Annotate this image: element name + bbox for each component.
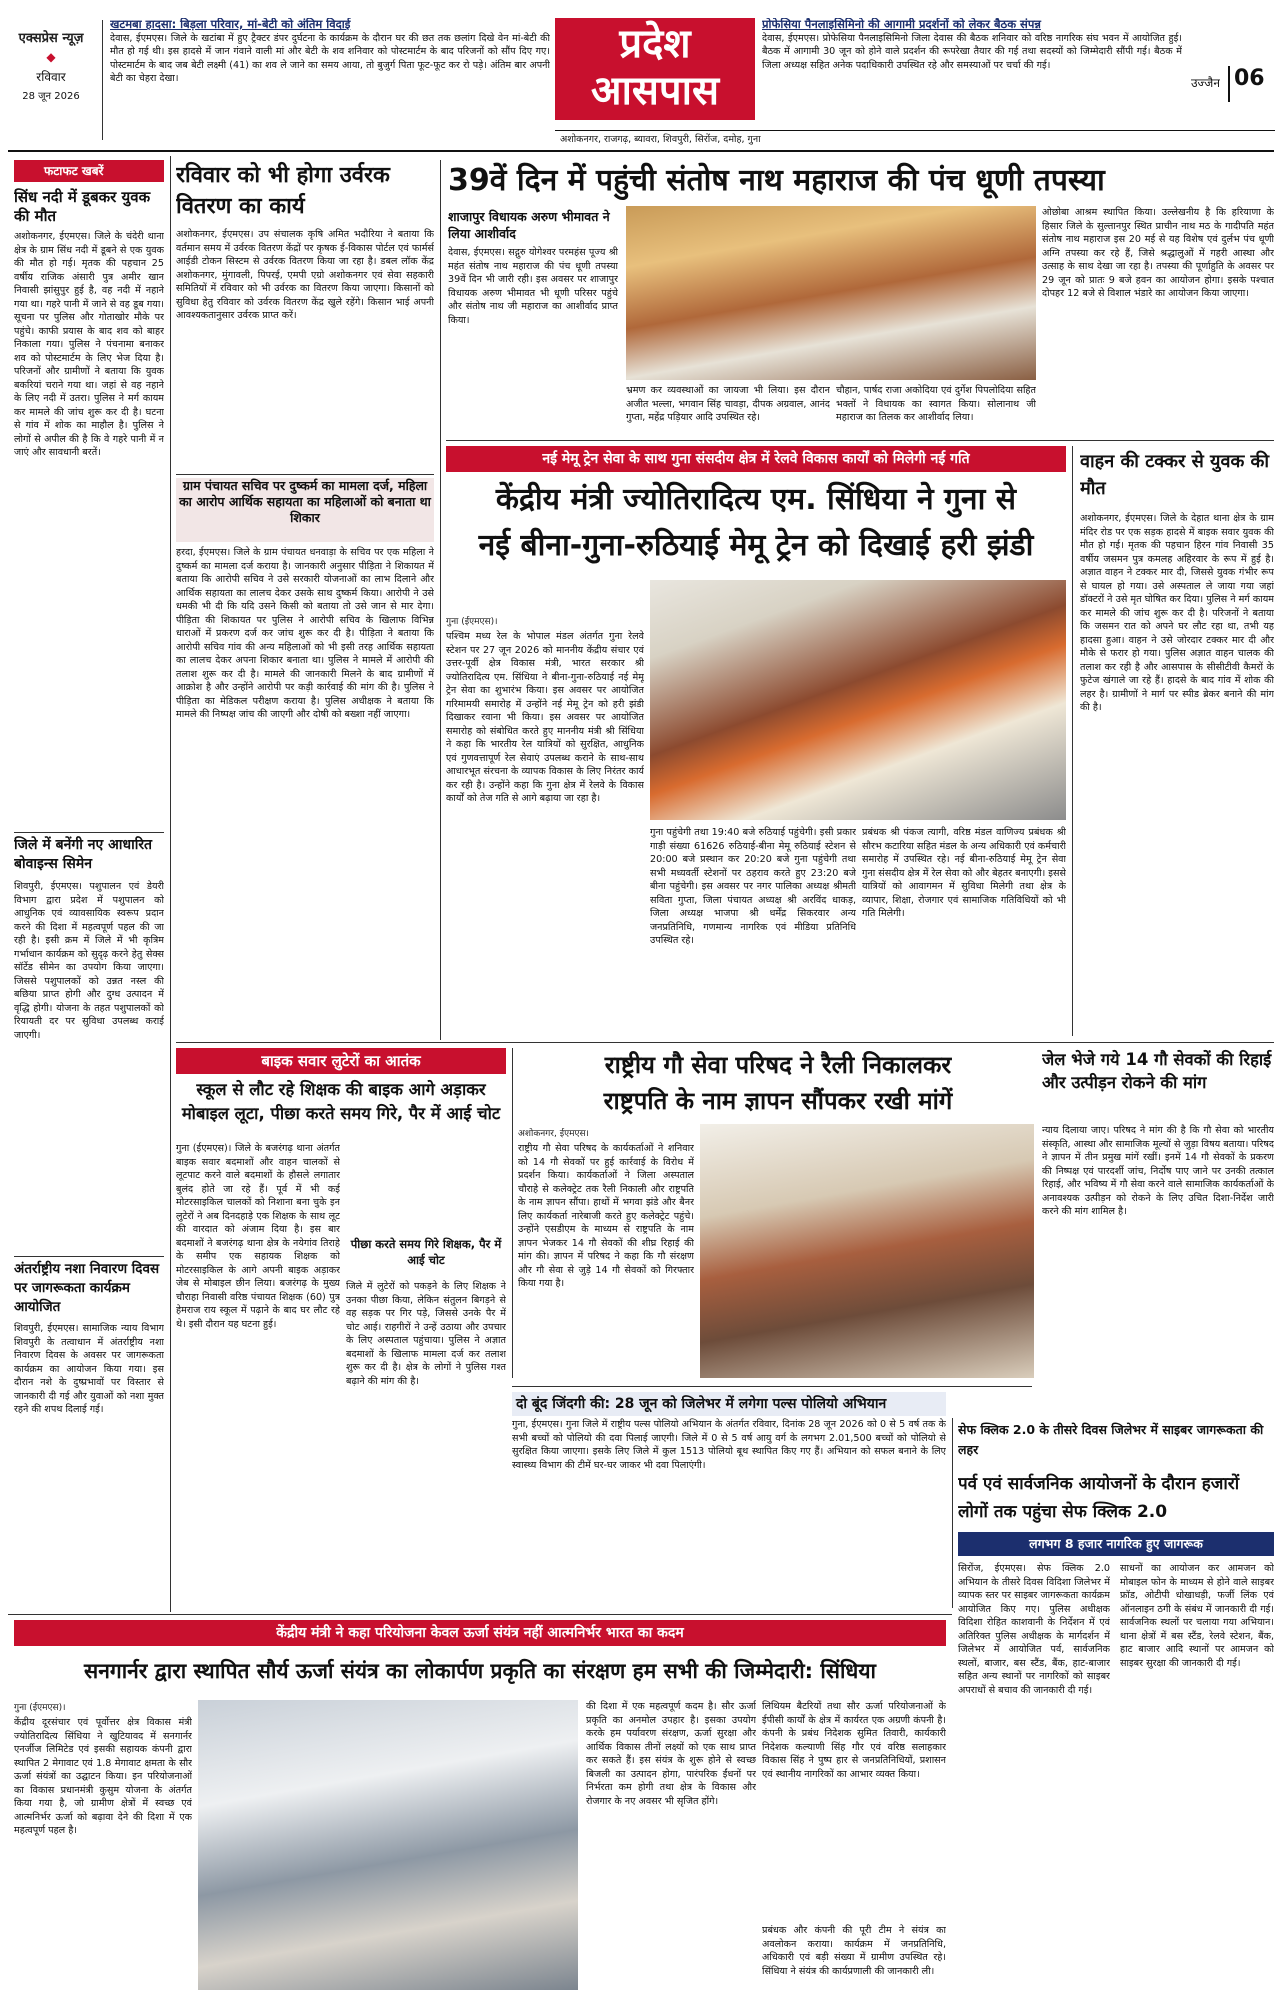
section-title-line2: आसपास	[590, 68, 720, 114]
right-story2-title: जेल भेजे गये 14 गौ सेवकों की रिहाई और उत्पीड़न रोकने की मांग	[1042, 1050, 1272, 1092]
solar-text3: लिथियम बैटरियों तथा सौर ऊर्जा परियोजनाओं के ईपीसी कार्यों के क्षेत्र में कार्यरत एक अग्रणी कंपनी है। कंपनी के प्रबंध निदेशक सुमित तिवारी, कार्यकारी निदेशक कल्याणी सिंह गौर एवं वरिष्ठ सलाहकार विकास सिंह ने पुष्प हार से जनप्रतिनिधियों, प्रशासन एवं स्थानीय नागरिकों का आभार व्यक्त किया।	[762, 1701, 946, 1780]
tapasya-title: 39वें दिन में पहुंची संतोष नाथ महाराज की पंच धूणी तपस्या	[448, 163, 1105, 198]
train-text3: प्रबंधक श्री पंकज त्यागी, वरिष्ठ मंडल वाणिज्य प्रबंधक श्री सौरभ कटारिया सहित मंडल के अन्य अधिकारी एवं कर्मचारी समारोह में उपस्थित रहे। नई बीना-रुठियाई मेमू ट्रेन सेवा गुना संसदीय क्षेत्र में रेल सेवा को और बेहतर बनाएगी। इससे यात्रियों को आवागमन में सुविधा मिलेगी तथा क्षेत्र के व्यापार, शिक्षा, रोजगार एवं सामाजिक गतिविधियों को भी गति मिलेगी।	[862, 827, 1066, 919]
bike-loot-side-title: पीछा करते समय गिरे शिक्षक, पैर में आई चोट	[350, 1237, 502, 1267]
section-title-box	[555, 18, 755, 120]
city-label: उज्जैन	[1190, 76, 1220, 90]
tapasya-subtitle: शाजापुर विधायक अरुण भीमावत ने लिया आशीर्वाद	[448, 209, 610, 241]
col1-story2-title: जिले में बनेंगी नए आधारित बोवाइन्स सिमेन	[14, 837, 153, 872]
col1-story1-text: अशोकनगर, ईएमएस। जिले के चंदेरी थाना क्षेत्र के ग्राम सिंध नदी में डूबने से एक युवक की मौत हो गई। मृतक की पहचान 25 वर्षीय राजिक अंसारी पुत्र अमीर खान निवासी झांसुपुर हुई है, वह नदी में नहाने गया था। गहरे पानी में जाने से वह डूब गया। सूचना पर पुलिस और गोताखोर मौके पर पहुंचे। काफी प्रयास के बाद शव को बाहर निकाला गया। पुलिस ने पंचनामा बनाकर शव को पोस्टमार्टम के लिए भेज दिया है। परिजनों और ग्रामीणों ने बताया कि युवक बकरियां चराने गया था। जहां से वह नहाने के लिए नदी में उतरा। पुलिस ने मर्ग कायम कर मामले की जांच शुरू कर दी है। घटना से गांव में शोक का माहौल है। पुलिस ने लोगों से अपील की है कि वे गहरे पानी में न जाएं और सावधानी बरतें।	[14, 231, 164, 458]
tapasya-text2: भ्रमण कर व्यवस्थाओं का जायजा भी लिया। इस दौरान अजीत भल्ला, भगवान सिंह चावड़ा, दीपक अग्रवाल, आनंद गुप्ता, महेंद्र पड़ियार आदि उपस्थित रहे।	[626, 385, 830, 423]
polio-text: गुना, ईएमएस। गुना जिले में राष्ट्रीय पल्स पोलियो अभियान के अंतर्गत रविवार, दिनांक 28 जून 2026 को 0 से 5 वर्ष तक के सभी बच्चों को पोलियो की दवा पिलाई जाएगी। जिले में 0 से 5 वर्ष आयु वर्ग के लगभग 2.01,500 बच्चों को पोलियो से सुरक्षित किया जाएगा। इसके लिए जिले में कुल 1513 पोलियो बूथ स्थापित किए गए हैं। अभियान को सफल बनाने के लिए स्वास्थ्य विभाग की टीमें घर-घर जाकर भी दवा पिलाएंगी।	[512, 1419, 946, 1471]
bike-loot-title: स्कूल से लौट रहे शिक्षक की बाइक आगे अड़ाकर मोबाइल लूटा, पीछा करते समय गिरे, पैर में आई चोट	[181, 1080, 501, 1123]
bike-loot-text: गुना (ईएमएस)। जिले के बजरंगढ़ थाना अंतर्गत बाइक सवार बदमाशों और वाहन चालकों से लूटपाट करने वाले बदमाशों के हौसले लगातार बुलंद होते जा रहे हैं। पूर्व में भी कई मोटरसाइकिल चालकों को निशाना बना चुके इन लुटेरों ने अब दिनदहाड़े एक शिक्षक के साथ लूट की वारदात को अंजाम दिया है। इस बार बदमाशों ने बजरंगढ़ थाना क्षेत्र के नयेगांव तिराहे के समीप एक सहायक शिक्षक को मोटरसाइकिल के आगे अपनी बाइक अड़ाकर जेब से मोबाइल छीन लिया। बजरंगढ़ के मुख्य चौराहा निवासी वरिष्ठ पंचायत शिक्षक (60) पुत्र हेमराज राय स्कूल में पढ़ाने के बाद घर लौट रहे थे। इसी दौरान यह घटना हुई।	[176, 1143, 340, 1330]
page-number: 06	[1234, 66, 1265, 91]
train-title-line1: केंद्रीय मंत्री ज्योतिरादित्य एम. सिंधिया ने गुना से	[495, 482, 1017, 517]
col2-story2-text: हरदा, ईएमएस। जिले के ग्राम पंचायत धनवाड़ा के सचिव पर एक महिला ने दुष्कर्म का मामला दर्ज कराया है। जानकारी अनुसार पीड़िता ने शिकायत में बताया कि आरोपी सचिव ने उसे सरकारी योजनाओं का लाभ दिलाने और आर्थिक सहायता का लालच देकर उसके साथ दुष्कर्म किया। आरोपी ने उसे धमकी भी दी कि यदि उसने किसी को बताया तो उसे जान से मार देगा। पीड़िता की शिकायत पर पुलिस ने आरोपी सचिव के खिलाफ विभिन्न धाराओं में प्रकरण दर्ज कर जांच शुरू कर दी है। पीड़िता ने बताया कि आरोपी सचिव गांव की अन्य महिलाओं को भी इसी तरह आर्थिक सहायता का लालच देकर अपना शिकार बनाता था। पुलिस ने मामले में आरोपी की तलाश शुरू कर दी है। मामले की जानकारी मिलने के बाद ग्रामीणों में आक्रोश है और उन्होंने आरोपी पर कड़ी कार्रवाई की मांग की है। पुलिस ने पीड़िता का मेडिकल परीक्षण कराया है। पुलिस अधीक्षक ने बताया कि मामले की निष्पक्ष जांच की जाएगी और दोषी को बख्शा नहीं जाएगा।	[176, 547, 434, 720]
tapasya-text3: चौहान, पार्षद राजा अकोदिया एवं दुर्गेश पिपलोदिया सहित भक्तों ने विधायक का स्वागत किया। सोलानाथ जी महाराज का तिलक कर आशीर्वाद लिया।	[836, 385, 1036, 423]
masthead-brand	[8, 24, 94, 124]
train-text2: गुना पहुंचेगी तथा 19:40 बजे रुठियाई पहुंचेगी। इसी प्रकार गाड़ी संख्या 61626 रुठियाई-बीना मेमू रुठियाई स्टेशन से 20:00 बजे प्रस्थान कर 20:20 बजे गुना पहुंचेगी तथा सभी मध्यवर्ती स्टेशनों पर ठहराव करते हुए 23:20 बजे बीना पहुंचेगी। इस अवसर पर नगर पालिका अध्यक्ष श्रीमती सविता गुप्ता, जिला पंचायत अध्यक्ष श्री अरविंद धाकड़, जिला अध्यक्ष भाजपा श्री धर्मेंद्र सिकरवार अन्य जनप्रतिनिधि, गणमान्य नागरिक एवं मीडिया प्रतिनिधि उपस्थित रहे।	[650, 827, 856, 946]
safe-click-text1: सिरोंज, ईएमएस। सेफ क्लिक 2.0 अभियान के तीसरे दिवस विदिशा जिलेभर में व्यापक स्तर पर साइबर जागरूकता कार्यक्रम आयोजित किए गए। पुलिस अधीक्षक विदिशा रोहित काशवानी के निर्देशन में एवं अतिरिक्त पुलिस अधीक्षक के मार्गदर्शन में जिलेभर में आयोजित पर्व, सार्वजनिक स्थलों, बाजार, बस स्टैंड, बैंक, हाट-बाजार सहित अन्य स्थानों पर नागरिकों को साइबर अपराधों से बचाव की जानकारी दी गई।	[958, 1563, 1110, 1696]
polio-title: दो बूंद जिंदगी की: 28 जून को जिलेभर में लगेगा पल्स पोलियो अभियान	[512, 1392, 946, 1416]
safe-click-badge: लगभग 8 हजार नागरिक हुए जागरूक	[958, 1532, 1274, 1556]
train-photo	[650, 580, 1066, 820]
gau-title-line2: राष्ट्रपति के नाम ज्ञापन सौंपकर रखी मांगें	[603, 1087, 953, 1115]
col1-story3-title: अंतर्राष्ट्रीय नशा निवारण दिवस पर जागरूकता कार्यक्रम आयोजित	[14, 1261, 160, 1315]
bike-loot-tag: बाइक सवार लुटेरों का आतंक	[176, 1048, 506, 1074]
right-story2-text: न्याय दिलाया जाए। परिषद ने मांग की है कि गौ सेवा को भारतीय संस्कृति, आस्था और सामाजिक मूल्यों से जुड़ा विषय बताया। परिषद ने ज्ञापन में तीन प्रमुख मांगें रखीं। इनमें 14 गौ सेवकों के प्रकरण की निष्पक्ष एवं पारदर्शी जांच, निर्दोष पाए जाने पर उनकी तत्काल रिहाई, और भविष्य में गौ सेवा करने वाले सामाजिक कार्यकर्ताओं के अनावश्यक उत्पीड़न को रोकने के लिए उचित दिशा-निर्देश जारी करने की मांग शामिल है।	[1042, 1125, 1274, 1217]
solar-photo	[198, 1700, 578, 1990]
train-text1: पश्चिम मध्य रेल के भोपाल मंडल अंतर्गत गुना रेलवे स्टेशन पर 27 जून 2026 को माननीय केंद्रीय संचार एवं उत्तर-पूर्वी क्षेत्र विकास मंत्री, भारत सरकार श्री ज्योतिरादित्य एम. सिंधिया ने बीना-गुना-रुठियाई नई मेमू ट्रेन सेवा का शुभारंभ किया। इस अवसर पर आयोजित गरिमामयी समारोह में उन्होंने नई मेमू ट्रेन को हरी झंडी दिखाकर रवाना भी किया। इस अवसर पर आयोजित समारोह को संबोधित करते हुए माननीय मंत्री श्री सिंधिया ने कहा कि भारतीय रेल यात्रियों को सुरक्षित, आधुनिक एवं गुणवत्तापूर्ण रेल सेवाएं उपलब्ध कराने के साथ-साथ आधारभूत संरचना के व्यापक विकास के लिए निरंतर कार्य कर रही है। उन्होंने कहा कि गुना क्षेत्र में रेलवे के विकास कार्यों को तेज गति से आगे बढ़ाया जा रहा है।	[446, 631, 644, 804]
top-news-right-text: देवास, ईएमएस। प्रोफेसिया पैनलाइसिमिनो जिला देवास की बैठक शनिवार को वरिष्ठ नागरिक संघ भवन में आयोजित हुई। बैठक में आगामी 30 जून को होने वाले प्रदर्शन की रूपरेखा तैयार की गई तथा सदस्यों को जिम्मेदारी सौंपी गई। बैठक में जिला अध्यक्ष सहित अनेक पदाधिकारी उपस्थित रहे और समस्याओं पर चर्चा की गई।	[762, 32, 1182, 71]
col2-story1-text: अशोकनगर, ईएमएस। उप संचालक कृषि अमित भदौरिया ने बताया कि वर्तमान समय में उर्वरक वितरण केंद्रों पर कृषक ई-विकास पोर्टल एवं फार्मर्स आईडी टोकन सिस्टम से उर्वरक वितरण किया जा रहा है। डबल लॉक केंद्र अशोकनगर, मुंगावली, पिपरई, एमपी एग्रो अशोकनगर एवं सेवा सहकारी समितियों में रविवार को भी उर्वरक का वितरण किया जाएगा। किसानों को सुविधा हेतु रविवार को उर्वरक वितरण केंद्र खुले रहेंगे। किसान भाई अपनी आवश्यकतानुसार उर्वरक प्राप्त करें।	[176, 229, 434, 321]
solar-text2: की दिशा में एक महत्वपूर्ण कदम है। सौर ऊर्जा प्रकृति का अनमोल उपहार है। इसका उपयोग करके हम पर्यावरण संरक्षण, ऊर्जा सुरक्षा और आर्थिक विकास तीनों लक्ष्यों को एक साथ प्राप्त कर सकते हैं। इस संयंत्र के शुरू होने से स्वच्छ बिजली का उत्पादन होगा, पारंपरिक ईंधनों पर निर्भरता कम होगी तथा क्षेत्र के विकास और रोजगार के नए अवसर भी सृजित होंगे।	[586, 1701, 756, 1807]
col2-story2-title: ग्राम पंचायत सचिव पर दुष्कर्म का मामला दर्ज, महिला का आरोप आर्थिक सहायता का महिलाओं को बनाता था शिकार	[176, 478, 434, 542]
day: रविवार	[36, 70, 66, 84]
bike-loot-side-text: जिले में लुटेरों को पकड़ने के लिए शिक्षक ने उनका पीछा किया, लेकिन संतुलन बिगड़ने से वह सड़क पर गिर पड़े, जिससे उनके पैर में चोट आई। राहगीरों ने उन्हें उठाया और उपचार के लिए अस्पताल पहुंचाया। पुलिस ने अज्ञात बदमाशों के खिलाफ मामला दर्ज कर तलाश शुरू कर दी है। क्षेत्र के लोगों ने पुलिस गश्त बढ़ाने की मांग की है।	[346, 1281, 506, 1387]
col1-story2-text: शिवपुरी, ईएमएस। पशुपालन एवं डेयरी विभाग द्वारा प्रदेश में पशुपालन को आधुनिक एवं व्यावसायिक स्वरूप प्रदान करने की दिशा में महत्वपूर्ण पहल की जा रही है। इसी क्रम में जिले में भी कृत्रिम गर्भाधान कार्यक्रम को सुदृढ़ करने हेतु सेक्स सॉर्टेड सीमेन का उपयोग किया जाएगा। जिससे पशुपालकों को उन्नत नस्ल की बछिया प्राप्त होगी और दुग्ध उत्पादन में वृद्धि होगी। योजना के तहत पशुपालकों को रियायती दर पर सुविधा उपलब्ध कराई जाएगी।	[14, 881, 164, 1041]
col1-story3-text: शिवपुरी, ईएमएस। सामाजिक न्याय विभाग शिवपुरी के तत्वाधान में अंतर्राष्ट्रीय नशा निवारण दिवस के अवसर पर जागरूकता कार्यक्रम का आयोजन किया गया। इस दौरान नशे के दुष्प्रभावों पर विस्तार से जानकारी दी गई और युवाओं को नशा मुक्त रहने की शपथ दिलाई गई।	[14, 1323, 164, 1415]
top-news-right-title: प्रोफेसिया पैनलाइसिमिनो की आगामी प्रदर्शनों को लेकर बैठक संपन्न	[762, 18, 1041, 31]
solar-text1: केंद्रीय दूरसंचार एवं पूर्वोत्तर क्षेत्र विकास मंत्री ज्योतिरादित्य सिंधिया ने खुटियावद में सनगार्नर एनर्जीज लिमिटेड एवं इसकी सहायक कंपनी द्वारा स्थापित 2 मेगावाट एवं 1.8 मेगावाट क्षमता के सौर ऊर्जा संयंत्रों का उद्घाटन किया। इन परियोजनाओं का विकास प्रधानमंत्री कुसुम योजना के अंतर्गत किया गया है, जो ग्रामीण क्षेत्रों में स्वच्छ एवं आत्मनिर्भर ऊर्जा को बढ़ावा देने की दिशा में एक महत्वपूर्ण पहल है।	[14, 1717, 192, 1836]
safe-click-title1: सेफ क्लिक 2.0 के तीसरे दिवस जिलेभर में साइबर जागरूकता की लहर	[958, 1422, 1264, 1457]
section-subtitle: अशोकनगर, राजगढ़, ब्यावरा, शिवपुरी, सिरोंज, दमोह, गुना	[560, 134, 761, 145]
train-caption: गुना (ईएमएस)।	[446, 617, 498, 627]
col2-story1-title: रविवार को भी होगा उर्वरक वितरण का कार्य	[176, 163, 390, 219]
right-story1-text: अशोकनगर, ईएमएस। जिले के देहात थाना क्षेत्र के ग्राम मंदिर रोड पर एक सड़क हादसे में बाइक सवार युवक की मौत हो गई। मृतक की पहचान हिरन गांव निवासी 35 वर्षीय जसमन पुत्र कमलह अहिरवार के रूप में हुई है। अज्ञात वाहन ने टक्कर मार दी, जिससे युवक गंभीर रूप से घायल हो गया। उसे अस्पताल ले जाया गया जहां डॉक्टरों ने उसे मृत घोषित कर दिया। पुलिस ने मर्ग कायम कर मामले की जांच शुरू कर दी है। परिजनों ने बताया कि जसमन रात को अपने घर लौट रहा था, तभी यह हादसा हुआ। वाहन ने उसे जोरदार टक्कर मार दी और मौके से फरार हो गया। पुलिस अज्ञात वाहन चालक की तलाश कर रही है और आसपास के सीसीटीवी कैमरों के फुटेज खंगाले जा रहे हैं। हादसे के बाद गांव में शोक की लहर है। ग्रामीणों ने मार्ग पर स्पीड ब्रेकर बनाने की मांग की है।	[1080, 513, 1274, 713]
safe-click-title2: पर्व एवं सार्वजनिक आयोजनों के दौरान हजारों लोगों तक पहुंचा सेफ क्लिक 2.0	[958, 1474, 1240, 1522]
brand-name: एक्सप्रेस न्यूज़	[18, 31, 84, 46]
top-news-left-title: खटमबा हादसा: बिड़ला परिवार, मां-बेटी को अंतिम विदाई	[110, 18, 351, 31]
gau-text: राष्ट्रीय गौ सेवा परिषद के कार्यकर्ताओं ने शनिवार को 14 गौ सेवकों पर हुई कार्रवाई के विरोध में प्रदर्शन किया। कार्यकर्ताओं ने जिला अस्पताल चौराहे से कलेक्ट्रेट तक रैली निकाली और राष्ट्रपति के नाम ज्ञापन सौंपा। हाथों में भगवा झंडे और बैनर लिए कार्यकर्ता नारेबाजी करते हुए कलेक्ट्रेट पहुंचे। उन्होंने एसडीएम के माध्यम से राष्ट्रपति के नाम ज्ञापन भेजकर 14 गौ सेवकों की शीघ्र रिहाई की मांग की। ज्ञापन में परिषद ने कहा कि गौ संरक्षण और गौ सेवा से जुड़े 14 गौ सेवकों को गिरफ्तार किया गया है।	[518, 1143, 694, 1289]
right-story1-title: वाहन की टक्कर से युवक की मौत	[1080, 451, 1270, 499]
gau-title-line1: राष्ट्रीय गौ सेवा परिषद ने रैली निकालकर	[604, 1051, 952, 1079]
section-title-line1: प्रदेश	[619, 21, 691, 67]
solar-caption: गुना (ईएमएस)।	[14, 1703, 66, 1713]
tapasya-text4: ओछोबा आश्रम स्थापित किया। उल्लेखनीय है कि हरियाणा के हिसार जिले के सुल्तानपुर स्थित प्राचीन नाथ मठ के गादीपति महंत संतोष नाथ महाराज इस 20 मई से यह विशेष एवं दुर्लभ पंच धूणी अग्नि तपस्या कर रहे हैं, जिसे श्रद्धालुओं में गहरी आस्था और उत्साह के साथ देखा जा रहा है। तपस्या की पूर्णाहुति के अवसर पर 29 जून को प्रातः 9 बजे हवन का आयोजन होगा। इसके पश्चात दोपहर 12 बजे से विशाल भंडारे का आयोजन किया जाएगा।	[1042, 207, 1274, 299]
solar-text4: प्रबंधक और कंपनी की पूरी टीम ने संयंत्र का अवलोकन कराया। कार्यक्रम में जनप्रतिनिधि, अधिकारी एवं बड़ी संख्या में ग्रामीण उपस्थित रहे। सिंधिया ने संयंत्र की कार्यप्रणाली की जानकारी ली।	[762, 1925, 946, 1977]
solar-banner: केंद्रीय मंत्री ने कहा परियोजना केवल ऊर्जा संयंत्र नहीं आत्मनिर्भर भारत का कदम	[14, 1620, 946, 1646]
brand-ornament-icon: ◆	[46, 50, 56, 64]
solar-title: सनगार्नर द्वारा स्थापित सौर्य ऊर्जा संयंत्र का लोकार्पण प्रकृति का संरक्षण हम सभी की जिम्मेदारी: सिंधिया	[84, 1659, 876, 1683]
top-news-left	[110, 18, 550, 118]
fatafat-tag: फटाफट खबरें	[14, 160, 164, 182]
top-news-left-text: देवास, ईएमएस। जिले के खटांबा में हुए ट्रैक्टर डंपर दुर्घटना के कार्यक्रम के दौरान घर की छत तक छलांग दिखे वेन मां-बेटी की मौत हो गई थी। इस हादसे में जान गंवाने वाली मां और बेटी के शव शनिवार को पोस्टमार्टम के बाद परिजनों को सौंप दिए गए। पोस्टमार्टम के बाद जब बेटी लक्ष्मी (41) का शव ले जाने का समय आया, तो बुजुर्ग पिता फूट-फूट कर रो पड़े। अंतिम बार अपनी बेटी का चेहरा देखा।	[110, 32, 550, 84]
safe-click-text2: साधनों का आयोजन कर आमजन को मोबाइल फोन के माध्यम से होने वाले साइबर फ्रॉड, ओटीपी धोखाधड़ी, फर्जी लिंक एवं ऑनलाइन ठगी के संबंध में जानकारी दी गई। सार्वजनिक स्थलों पर चलाया गया अभियान। थाना क्षेत्रों में बस स्टैंड, रेलवे स्टेशन, बैंक, हाट बाजार आदि स्थानों पर आमजन को साइबर सुरक्षा की जानकारी दी गई।	[1120, 1563, 1274, 1669]
tapasya-photo	[626, 206, 1036, 380]
date: 28 जून 2026	[22, 91, 80, 102]
train-title-line2: नई बीना-गुना-रुठियाई मेमू ट्रेन को दिखाई हरी झंडी	[478, 528, 1034, 563]
gau-caption: अशोकनगर, ईएमएस।	[518, 1129, 589, 1139]
top-news-right	[762, 18, 1182, 118]
tapasya-text1: देवास, ईएमएस। सद्गुरु योगेश्वर परमहंस पूज्य श्री महंत संतोष नाथ महाराज की पंच धूणी तपस्या 39वें दिन भी जारी रही। इस अवसर पर शाजापुर विधायक अरुण भीमावत भी धूणी परिसर पहुंचे और संतोष नाथ जी महाराज का आशीर्वाद प्राप्त किया।	[448, 247, 618, 326]
train-banner: नई मेमू ट्रेन सेवा के साथ गुना संसदीय क्षेत्र में रेलवे विकास कार्यों को मिलेगी नई गति	[446, 446, 1066, 472]
col1-story1-title: सिंध नदी में डूबकर युवक की मौत	[14, 188, 151, 225]
gau-photo	[700, 1124, 1034, 1378]
